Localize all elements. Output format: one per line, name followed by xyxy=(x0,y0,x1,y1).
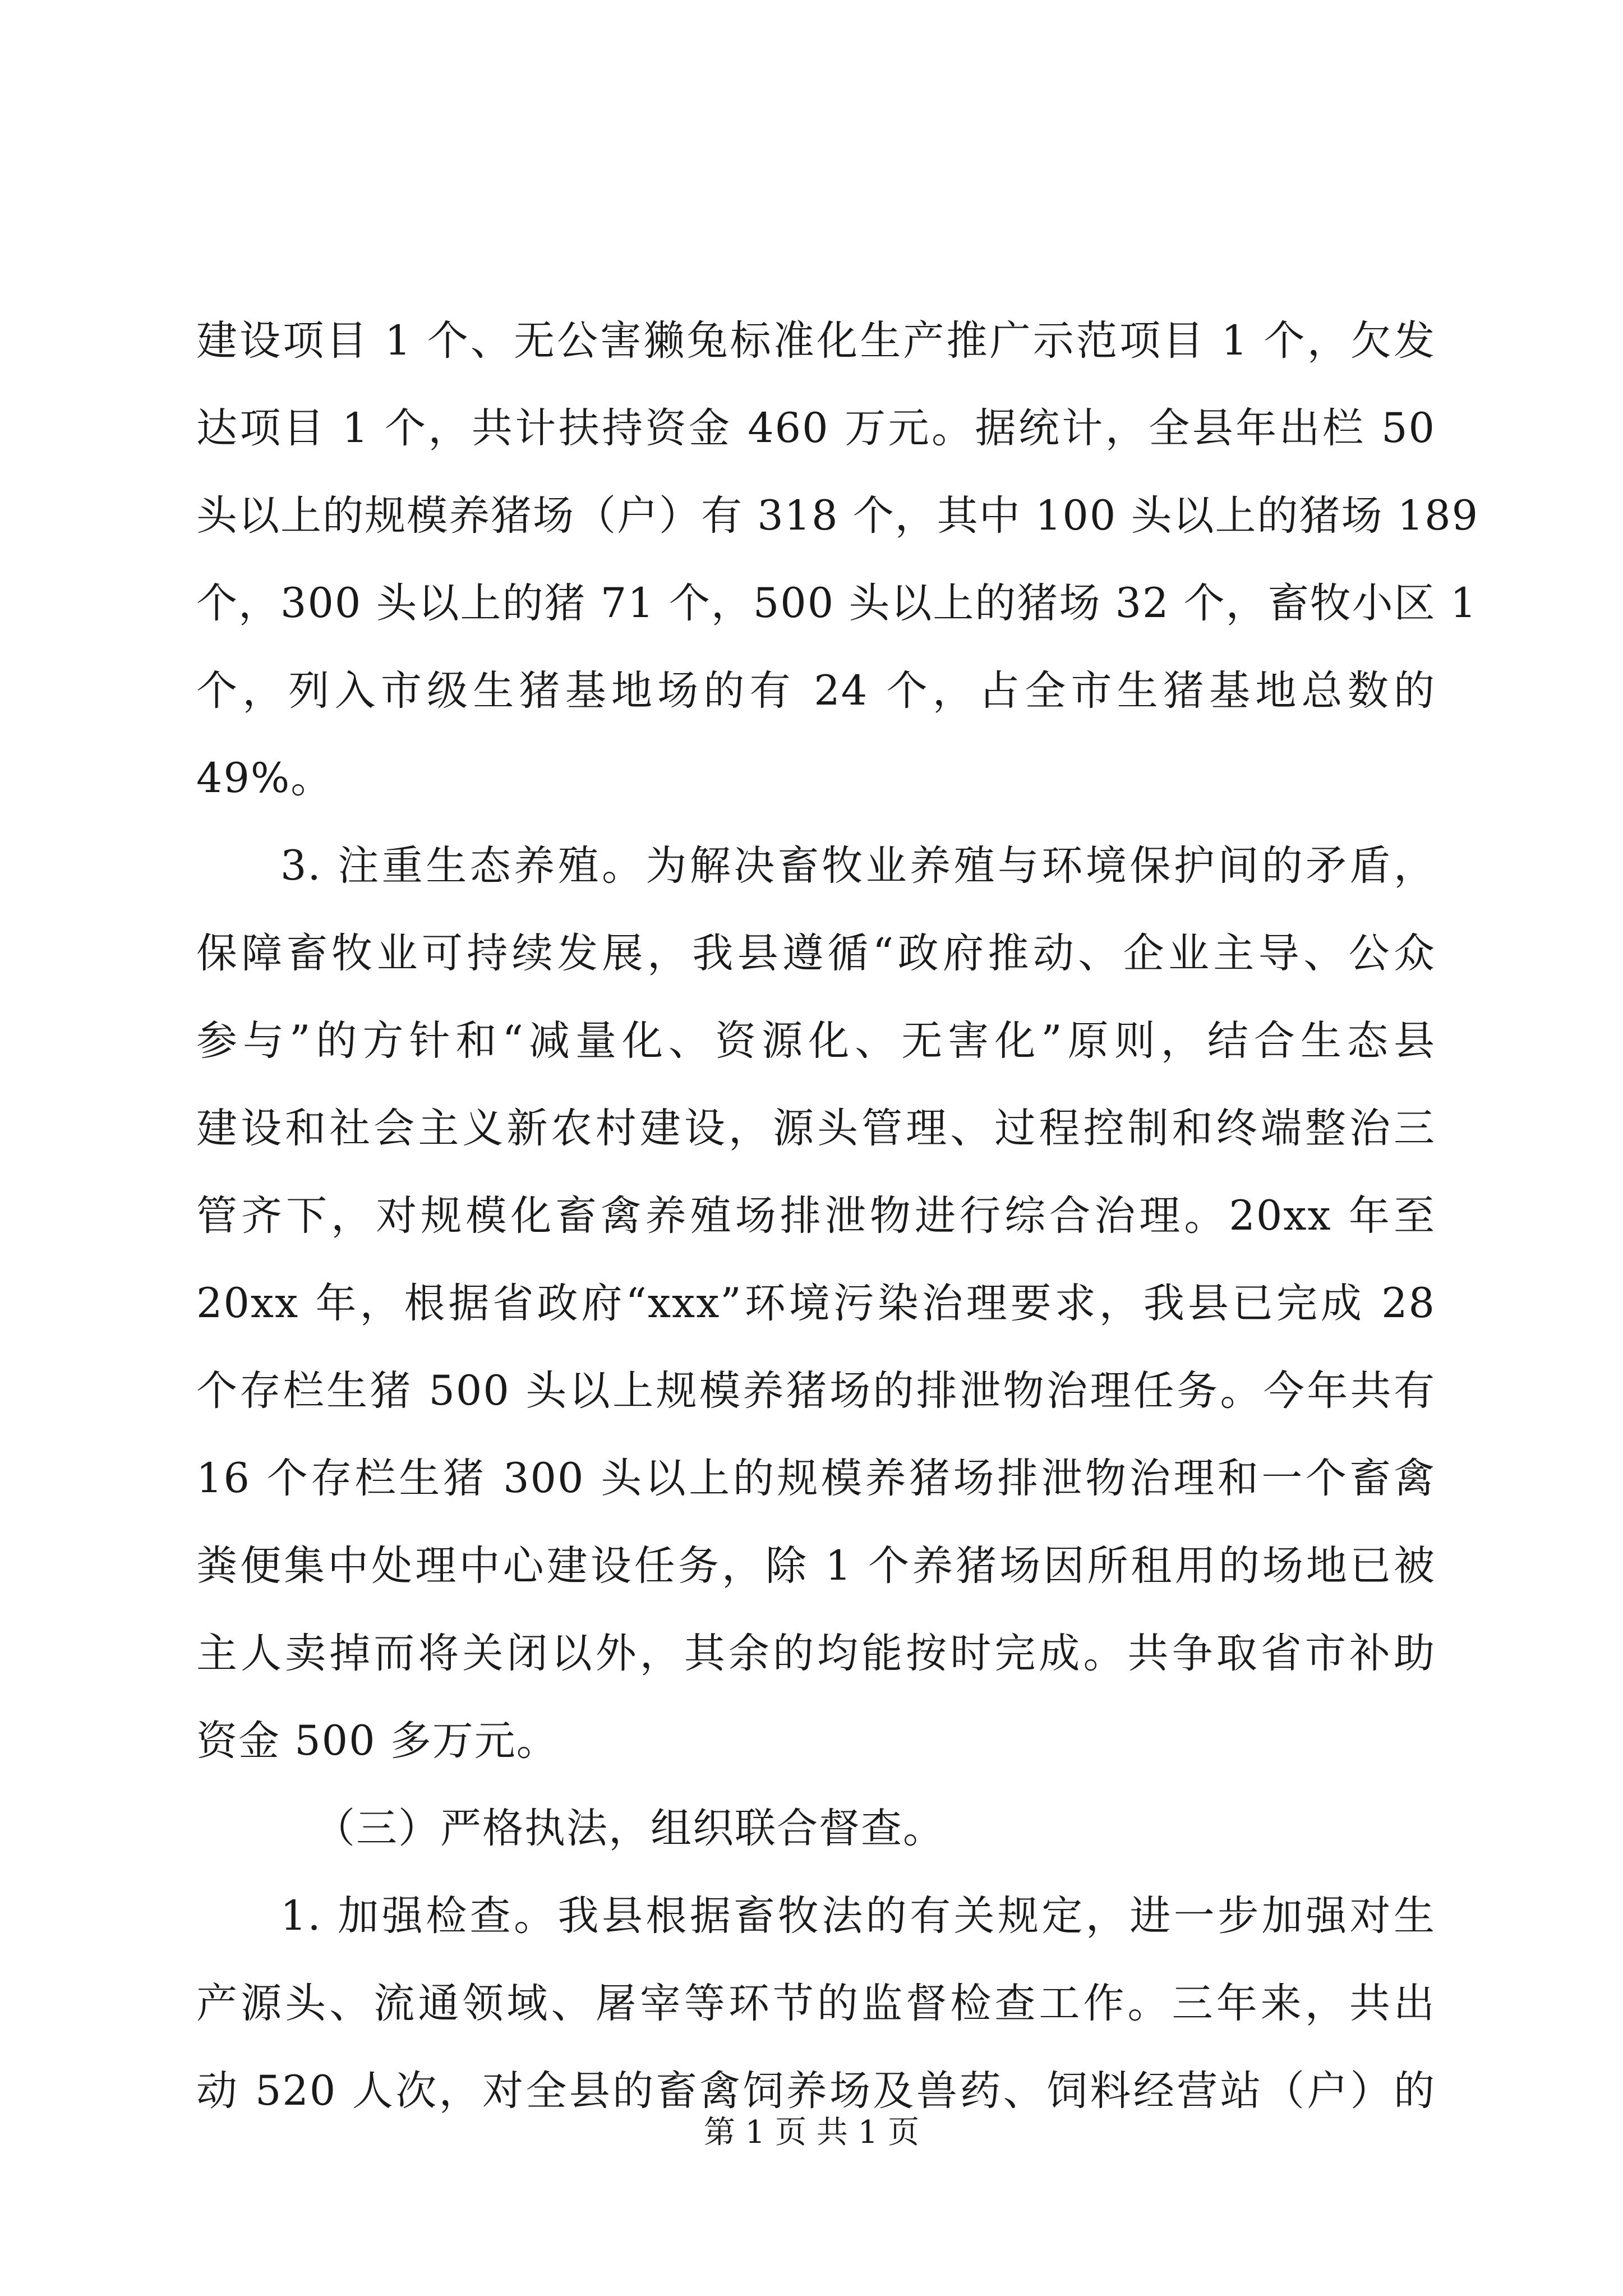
section-heading: （三）严格执法，组织联合督查。 xyxy=(314,1805,945,1852)
text-line: 动 520 人次，对全县的畜禽饲养场及兽药、饲料经营站（户）的 xyxy=(196,2067,1436,2115)
text-line: 个，列入市级生猪基地场的有 24 个，占全市生猪基地总数的 xyxy=(196,667,1436,715)
text-line: 主人卖掉而将关闭以外，其余的均能按时完成。共争取省市补助 xyxy=(196,1630,1436,1677)
text-line: 16 个存栏生猪 300 头以上的规模养猪场排泄物治理和一个畜禽 xyxy=(196,1455,1436,1502)
page-footer: 第 1 页 共 1 页 xyxy=(703,2114,920,2151)
text-line: 达项目 1 个，共计扶持资金 460 万元。据统计，全县年出栏 50 xyxy=(196,404,1436,452)
document-body xyxy=(196,297,1479,2135)
text-line: 建设项目 1 个、无公害獭兔标准化生产推广示范项目 1 个，欠发 xyxy=(196,317,1436,365)
text-line: 保障畜牧业可持续发展，我县遵循“政府推动、企业主导、公众 xyxy=(196,930,1436,977)
text-line: 头以上的规模养猪场（户）有 318 个，其中 100 头以上的猪场 189 xyxy=(196,492,1479,540)
text-line: 产源头、流通领域、屠宰等环节的监督检查工作。三年来，共出 xyxy=(196,1980,1436,2027)
text-line: 管齐下，对规模化畜禽养殖场排泄物进行综合治理。20xx 年至 xyxy=(196,1192,1436,1240)
text-line: 个存栏生猪 500 头以上规模养猪场的排泄物治理任务。今年共有 xyxy=(196,1367,1436,1415)
text-line: 49%。 xyxy=(196,754,333,802)
text-line: 建设和社会主义新农村建设，源头管理、过程控制和终端整治三 xyxy=(196,1105,1436,1152)
text-line: 20xx 年，根据省政府“xxx”环境污染治理要求，我县已完成 28 xyxy=(196,1280,1436,1327)
text-line: 个，300 头以上的猪 71 个，500 头以上的猪场 32 个，畜牧小区 1 xyxy=(196,579,1478,627)
text-line: 资金 500 多万元。 xyxy=(196,1717,559,1765)
paragraph-heading: 1. 加强检查。我县根据畜牧法的有关规定，进一步加强对生 xyxy=(280,1892,1436,1940)
text-line: 参与”的方针和“减量化、资源化、无害化”原则，结合生态县 xyxy=(196,1017,1436,1065)
text-line: 粪便集中处理中心建设任务，除 1 个养猪场因所租用的场地已被 xyxy=(196,1542,1436,1590)
paragraph-heading: 3. 注重生态养殖。为解决畜牧业养殖与环境保护间的矛盾， xyxy=(280,842,1436,890)
